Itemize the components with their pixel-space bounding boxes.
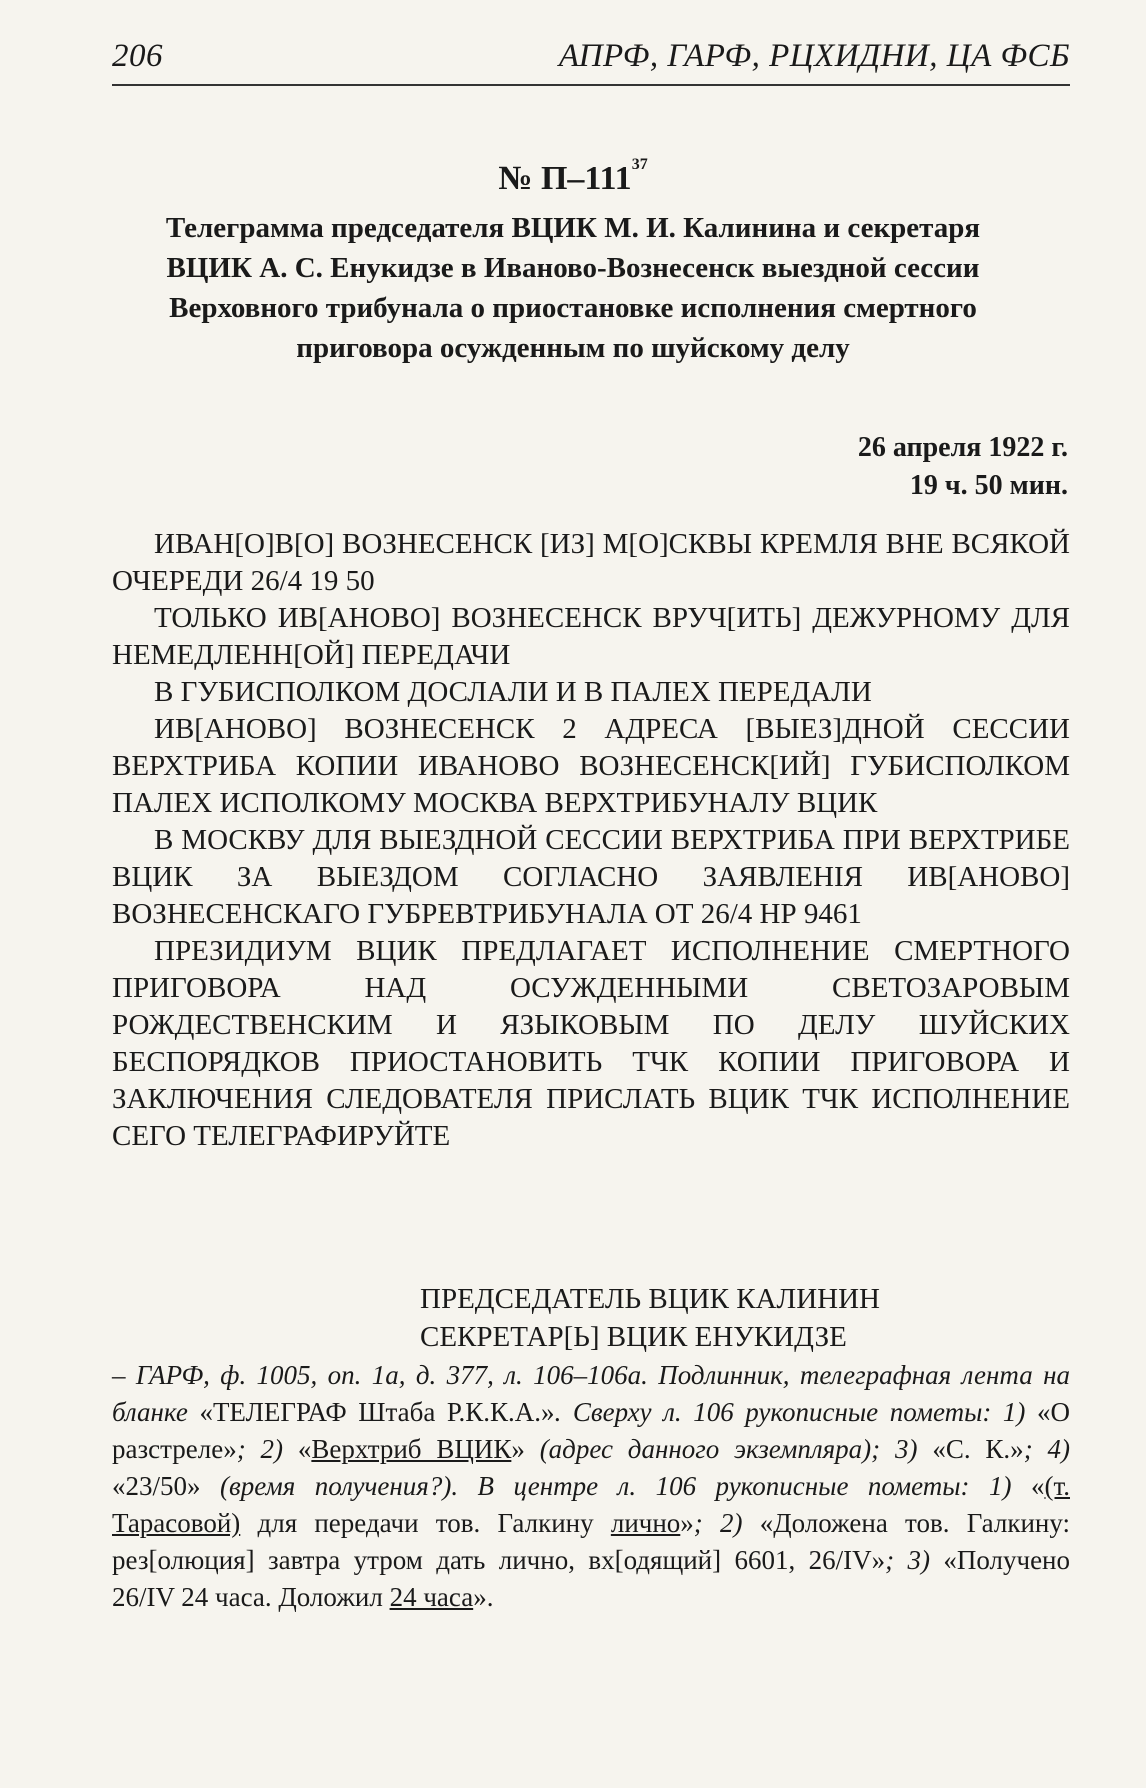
note-text: ; 2) — [236, 1434, 298, 1464]
document-date: 26 апреля 1922 г. — [857, 432, 1068, 463]
note-text: ; 4) — [1023, 1434, 1071, 1464]
running-header — [112, 38, 1070, 75]
telegram-paragraph: В ГУБИСПОЛКОМ ДОСЛАЛИ И В ПАЛЕХ ПЕРЕДАЛИ — [154, 676, 872, 708]
note-quote: » — [473, 1582, 487, 1612]
note-quote: для передачи тов. Галкину — [240, 1508, 611, 1538]
note-quote: «Доложена тов. Галкину: рез[олюция] завтра утром дать лично, вх[одящий] 6601, 26/IV» — [112, 1508, 1070, 1575]
footnote-ref: 37 — [631, 156, 648, 173]
note-quote: «ТЕЛЕГРАФ Штаба Р.К.К.А.» — [199, 1397, 555, 1427]
note-text: . — [486, 1582, 494, 1612]
note-text: . Сверху л. 106 рукописные пометы: 1) — [554, 1397, 1037, 1427]
document-time: 19 ч. 50 мин. — [909, 470, 1068, 501]
telegram-paragraph: ИВ[АНОВО] ВОЗНЕСЕНСК 2 АДРЕСА [ВЫЕЗ]ДНОЙ СЕССИИ ВЕРХТРИБА КОПИИ ИВАНОВО ВОЗНЕСЕНСК[ИЙ] ГУБИСПОЛКОМ ПАЛЕХ ИСПОЛКОМУ МОСКВА ВЕРХТРИБУНАЛУ ВЦИК — [112, 713, 1070, 819]
note-quote: «О разстреле» — [112, 1397, 1070, 1464]
note-quote-underlined: Верхтриб ВЦИК — [311, 1434, 512, 1464]
note-quote: « — [297, 1434, 312, 1464]
note-text: ; 2) — [693, 1508, 760, 1538]
note-text: – ГАРФ, ф. 1005, оп. 1а, д. 377, л. 106–106а. Подлинник, телеграфная лента на бланке — [112, 1360, 1070, 1427]
document-title: Телеграмма председателя ВЦИК М. И. Калинина и секретаря ВЦИК А. С. Енукидзе в Иваново-Вознесенск выездной сессии Верховного трибунала о приостановке исполнения смертного приговора осужденным по шуйскому делу — [165, 212, 981, 364]
note-quote-underlined: лично — [610, 1508, 681, 1538]
note-quote: «С. К.» — [932, 1434, 1024, 1464]
document-number-text: № П–111 — [498, 160, 632, 197]
document-number — [0, 156, 1146, 198]
note-text: ; 3) — [885, 1545, 944, 1575]
running-title: АПРФ, ГАРФ, РЦХИДНИ, ЦА ФСБ — [558, 38, 1070, 74]
note-quote: «Получено 26/IV 24 часа. Доложил — [112, 1545, 1071, 1612]
note-quote: » — [511, 1434, 525, 1464]
telegram-paragraph: ТОЛЬКО ИВ[АНОВО] ВОЗНЕСЕНСК ВРУЧ[ИТЬ] ДЕЖУРНОМУ ДЛЯ НЕМЕДЛЕНН[ОЙ] ПЕРЕДАЧИ — [112, 602, 1070, 671]
note-text: (время получения?). В центре л. 106 рукописные пометы: 1) — [200, 1471, 1031, 1501]
signature-line: ПРЕДСЕДАТЕЛЬ ВЦИК КАЛИНИН — [420, 1283, 880, 1315]
header-rule — [112, 84, 1070, 86]
note-quote: « — [1030, 1471, 1045, 1501]
signature-block — [420, 1280, 1020, 1356]
note-text: (адрес данного экземпляра); 3) — [524, 1434, 933, 1464]
note-quote: » — [680, 1508, 694, 1538]
archival-note — [112, 1357, 1070, 1616]
note-quote-underlined: 24 часа — [389, 1582, 474, 1612]
telegram-paragraph: ИВАН[О]В[О] ВОЗНЕСЕНСК [ИЗ] М[О]СКВЫ КРЕМЛЯ ВНЕ ВСЯКОЙ ОЧЕРЕДИ 26/4 19 50 — [112, 528, 1070, 597]
telegram-paragraph: ПРЕЗИДИУМ ВЦИК ПРЕДЛАГАЕТ ИСПОЛНЕНИЕ СМЕРТНОГО ПРИГОВОРА НАД ОСУЖДЕННЫМИ СВЕТОЗАРОВЫМ РОЖДЕСТВЕНСКИМ И ЯЗЫКОВЫМ ПО ДЕЛУ ШУЙСКИХ БЕСПОРЯДКОВ ПРИОСТАНОВИТЬ ТЧК КОПИИ ПРИГОВОРА И ЗАКЛЮЧЕНИЯ СЛЕДОВАТЕЛЯ ПРИСЛАТЬ ВЦИК ТЧК ИСПОЛНЕНИЕ СЕГО ТЕЛЕГРАФИРУЙТЕ — [112, 935, 1070, 1152]
telegram-paragraph: В МОСКВУ ДЛЯ ВЫЕЗДНОЙ СЕССИИ ВЕРХТРИБА ПРИ ВЕРХТРИБЕ ВЦИК ЗА ВЫЕЗДОМ СОГЛАСНО ЗАЯВЛЕНIЯ ИВ[АНОВО] ВОЗНЕСЕНСКАГО ГУБРЕВТРИБУНАЛА ОТ 26/4 НР 9461 — [112, 824, 1070, 930]
note-quote: «23/50» — [112, 1471, 201, 1501]
signature-line: СЕКРЕТАР[Ь] ВЦИК ЕНУКИДЗЕ — [420, 1321, 847, 1353]
telegram-text — [112, 526, 1070, 1155]
note-quote-underlined: (т. Тарасовой) — [112, 1471, 1070, 1538]
page-number: 206 — [112, 38, 163, 74]
